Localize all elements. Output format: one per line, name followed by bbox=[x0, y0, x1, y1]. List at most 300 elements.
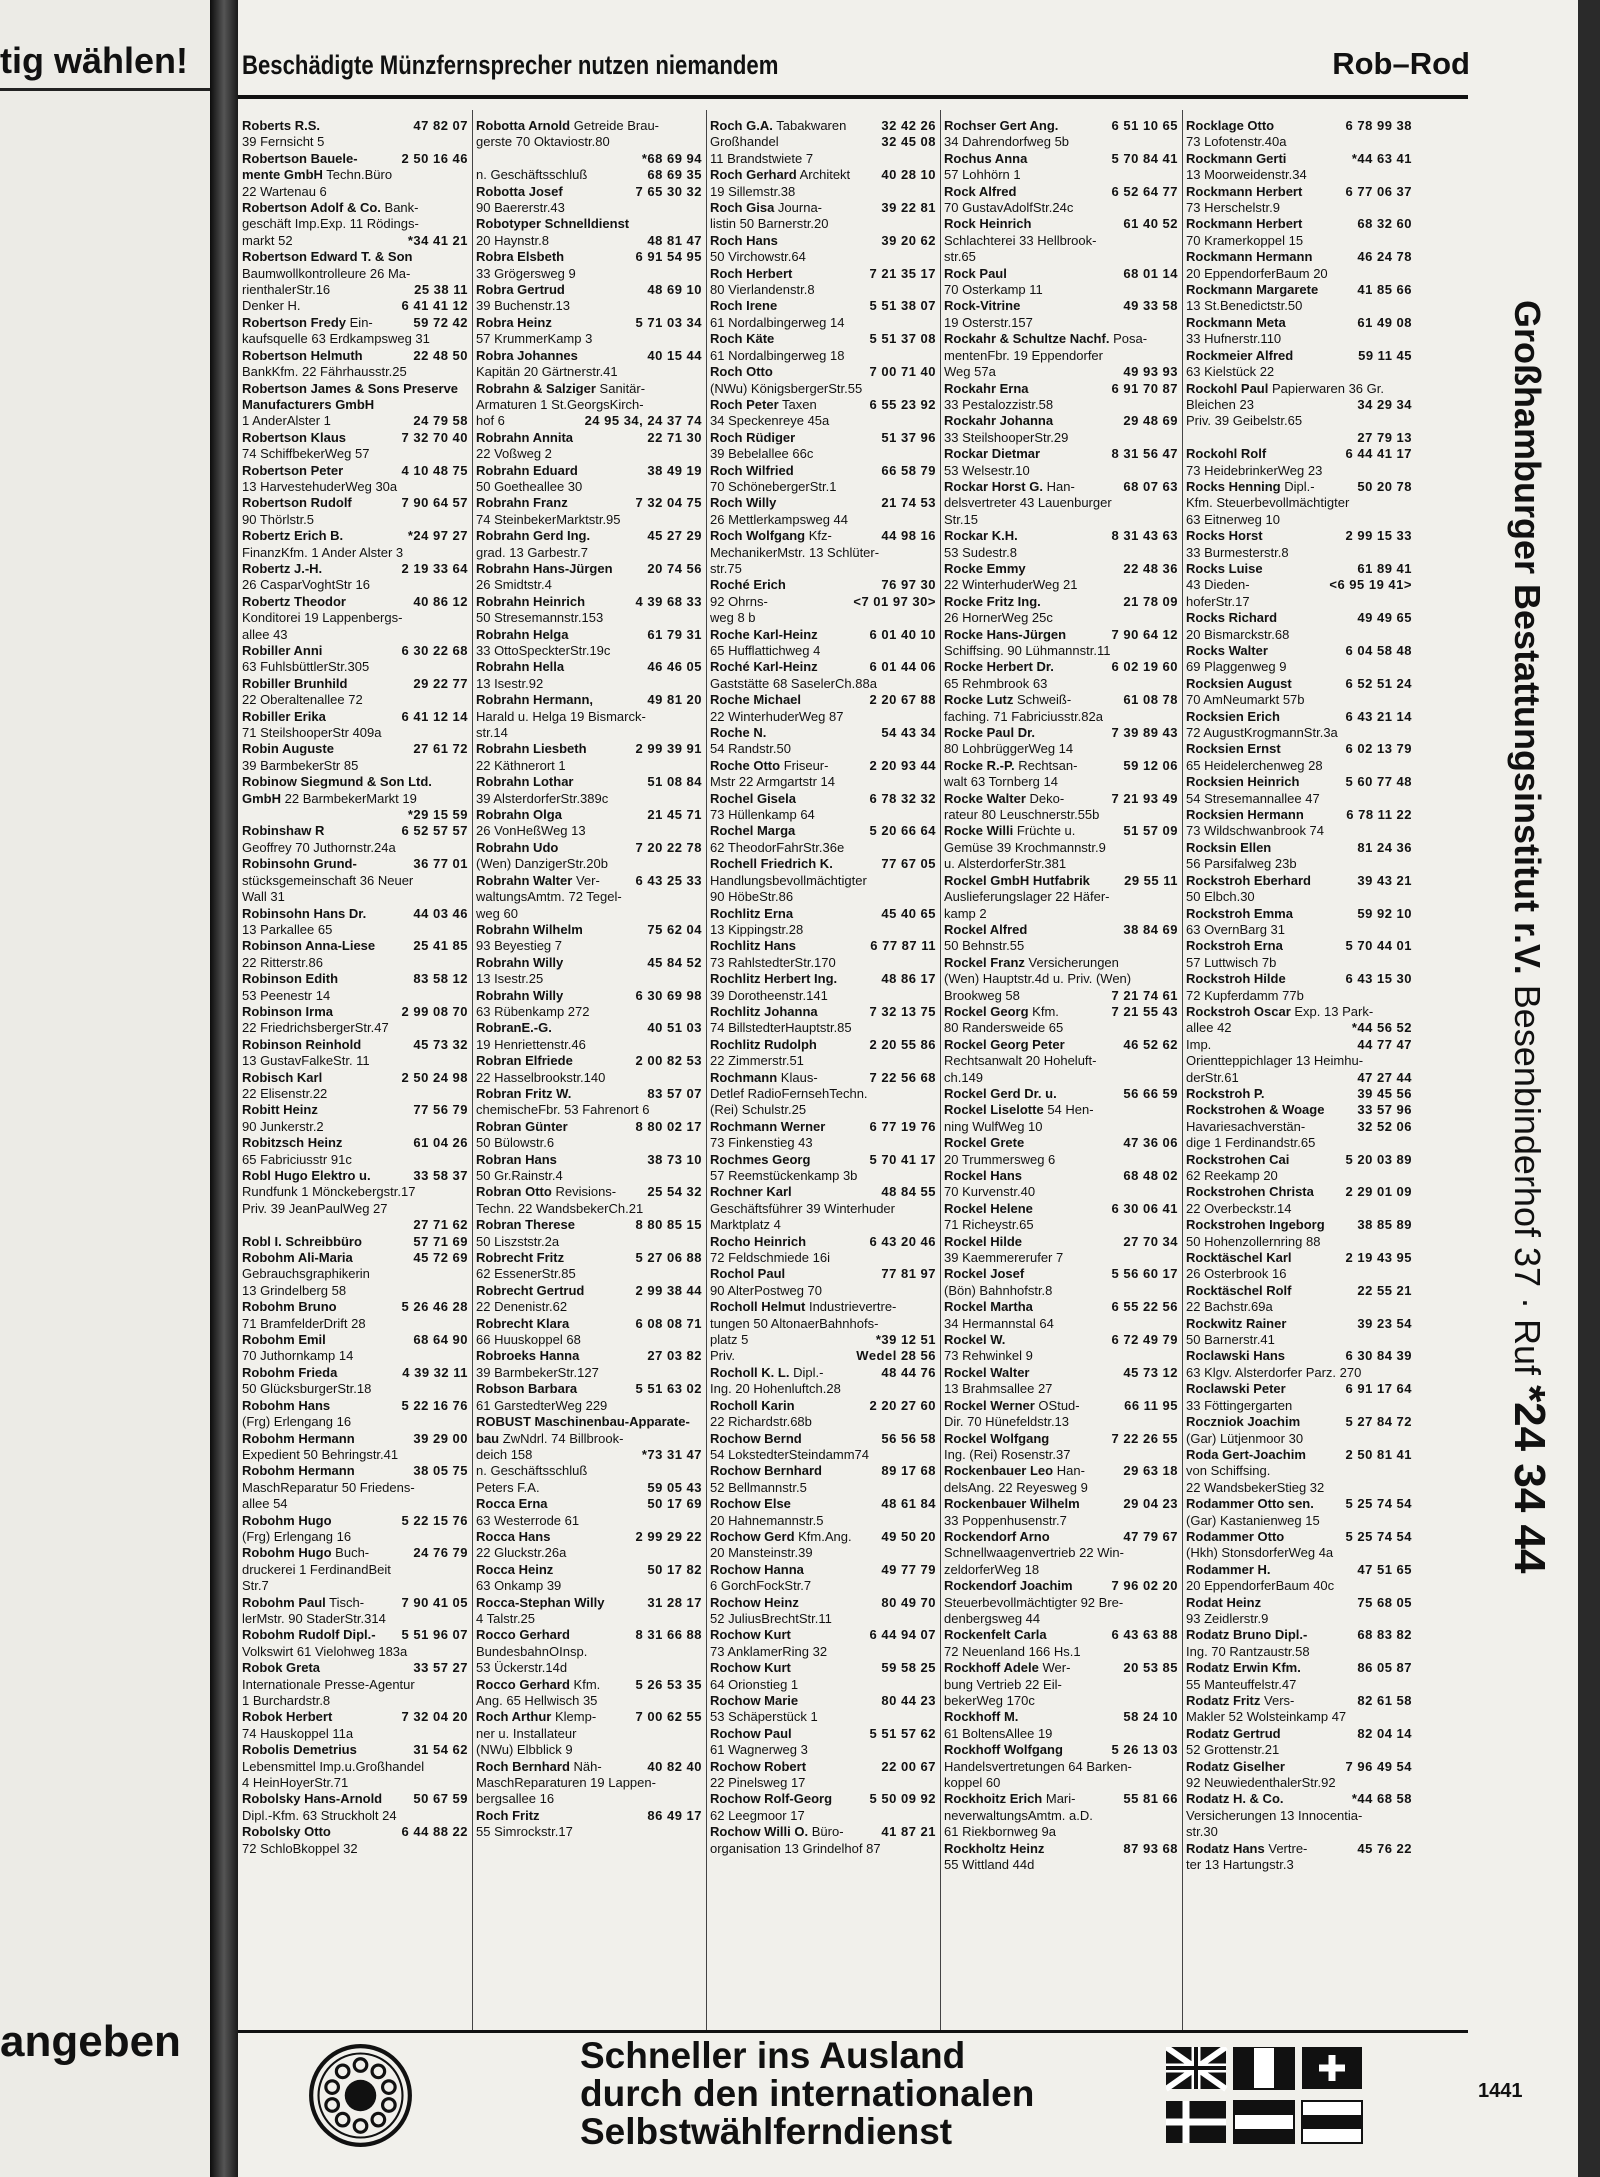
entry-phone: 45 73 32 bbox=[413, 1036, 468, 1052]
listing-entry bbox=[710, 1726, 936, 1742]
entry-text: Dipl.- bbox=[793, 1364, 824, 1380]
entry-text: 13 HarvestehuderWeg 30a bbox=[242, 478, 398, 494]
listing-entry bbox=[710, 988, 936, 1004]
entry-name: Robrahn Hans-Jürgen bbox=[476, 560, 613, 576]
entry-name: Roche N. bbox=[710, 725, 767, 741]
listing-entry bbox=[242, 922, 468, 938]
entry-phone: 6 51 10 65 bbox=[1111, 118, 1178, 133]
listing-entry bbox=[1186, 873, 1412, 889]
entry-phone: 81 24 36 bbox=[1357, 839, 1412, 855]
listing-entry bbox=[476, 397, 702, 413]
listing-entry bbox=[242, 659, 468, 675]
entry-phone: 2 99 15 33 bbox=[1345, 528, 1412, 544]
entry-name: Robl I. Schreibbüro bbox=[242, 1233, 362, 1249]
entry-text: Mstr 22 Armgartstr 14 bbox=[710, 774, 835, 790]
listing-entry bbox=[1186, 561, 1412, 577]
listing-entry bbox=[242, 1578, 468, 1594]
entry-name: Roche Otto bbox=[710, 757, 781, 773]
listing-entry bbox=[476, 791, 702, 807]
entry-phone: 59 12 06 bbox=[1123, 757, 1178, 773]
listing-entry bbox=[476, 282, 702, 298]
entry-name: Roclawski Hans bbox=[1186, 1348, 1285, 1364]
listing-entry bbox=[944, 430, 1178, 446]
entry-phone: 25 54 32 bbox=[647, 1184, 702, 1200]
entry-name: Robohm Paul bbox=[242, 1594, 326, 1610]
entry-phone: 6 91 70 87 bbox=[1111, 380, 1178, 396]
entry-name: Robra Heinz bbox=[476, 314, 552, 330]
listing-entry bbox=[1186, 1660, 1412, 1676]
listing-entry bbox=[242, 955, 468, 971]
listing-entry bbox=[1186, 1348, 1412, 1364]
entry-name: Rochlitz Johanna bbox=[710, 1003, 818, 1019]
listing-entry bbox=[1186, 1152, 1412, 1168]
entry-text: rateur 80 Leuschnerstr.55b bbox=[944, 807, 1100, 823]
listing-entry bbox=[242, 774, 468, 790]
listing-entry bbox=[1186, 1627, 1412, 1643]
listing-entry bbox=[710, 709, 936, 725]
entry-text: Tabakwaren bbox=[776, 118, 847, 133]
entry-phone: 22 71 30 bbox=[647, 429, 702, 445]
entry-text: Früchte u. bbox=[1016, 823, 1076, 839]
entry-text: 34 Speckenreye 45a bbox=[710, 413, 830, 429]
entry-name: Rockel Georg Peter bbox=[944, 1036, 1065, 1052]
listing-entry bbox=[710, 282, 936, 298]
entry-phone: 61 08 78 bbox=[1123, 692, 1178, 708]
listing-entry bbox=[476, 692, 702, 708]
entry-phone: 7 21 74 61 bbox=[1111, 987, 1178, 1003]
entry-name: Rocke Hans-Jürgen bbox=[944, 626, 1067, 642]
entry-name: Robrahn Olga bbox=[476, 807, 562, 823]
entry-name: Rocksien August bbox=[1186, 675, 1292, 691]
entry-phone: 59 05 43 bbox=[647, 1479, 702, 1495]
listing-entry bbox=[1186, 1266, 1412, 1282]
listing-entry bbox=[1186, 298, 1412, 314]
listing-entry bbox=[1186, 1644, 1412, 1660]
entry-name: Robohm Hermann bbox=[242, 1463, 355, 1479]
listing-entry bbox=[476, 1152, 702, 1168]
entry-phone: 61 49 08 bbox=[1357, 314, 1412, 330]
listing-entry bbox=[1186, 1562, 1412, 1578]
entry-phone: 48 61 84 bbox=[881, 1496, 936, 1512]
listing-entry bbox=[944, 938, 1178, 954]
entry-name: Roch Peter bbox=[710, 396, 779, 412]
entry-text: 73 Lofotenstr.40a bbox=[1186, 134, 1287, 150]
entry-phone: 89 17 68 bbox=[881, 1463, 936, 1479]
listing-entry bbox=[1186, 167, 1412, 183]
entry-phone: 32 42 26 bbox=[881, 118, 936, 133]
listing-entry bbox=[476, 1726, 702, 1742]
entry-text: deich 158 bbox=[476, 1446, 533, 1462]
entry-text: derStr.61 bbox=[1186, 1069, 1239, 1085]
entry-text: 65 Rehmbrook 63 bbox=[944, 675, 1048, 691]
listing-entry bbox=[710, 1677, 936, 1693]
listing-entry bbox=[1186, 758, 1412, 774]
entry-text: 22 Bachstr.69a bbox=[1186, 1299, 1273, 1315]
entry-name: Rocklage Otto bbox=[1186, 118, 1275, 133]
listing-entry bbox=[1186, 1677, 1412, 1693]
listing-entry bbox=[476, 364, 702, 380]
listing-entry bbox=[710, 1020, 936, 1036]
listing-entry bbox=[1186, 118, 1412, 134]
entry-name: Robertson Adolf & Co. bbox=[242, 200, 381, 216]
entry-text: 33 SteilshooperStr.29 bbox=[944, 429, 1069, 445]
listing-entry bbox=[1186, 1857, 1412, 1873]
entry-name: Rockstroh Erna bbox=[1186, 938, 1283, 954]
entry-text: neverwaltungsAmtm. a.D. bbox=[944, 1807, 1093, 1823]
entry-text: 20 Bismarckstr.68 bbox=[1186, 626, 1290, 642]
entry-text: 50 Gr.Rainstr.4 bbox=[476, 1168, 563, 1183]
listing-entry bbox=[710, 774, 936, 790]
listing-entry bbox=[944, 1677, 1178, 1693]
listing-entry bbox=[1186, 791, 1412, 807]
listing-entry bbox=[1186, 1693, 1412, 1709]
entry-text: 63 Eitnerweg 10 bbox=[1186, 511, 1280, 527]
entry-name: Robinson Reinhold bbox=[242, 1036, 362, 1052]
listing-entry bbox=[944, 741, 1178, 757]
entry-text: Kapitän 20 Gärtnerstr.41 bbox=[476, 364, 618, 380]
entry-name: Rochlitz Herbert Ing. bbox=[710, 971, 838, 987]
entry-name: Rocca Heinz bbox=[476, 1561, 554, 1577]
entry-name: Rocksin Ellen bbox=[1186, 839, 1272, 855]
entry-text: Imp. bbox=[1186, 1036, 1212, 1052]
entry-phone: 6 77 19 76 bbox=[869, 1118, 936, 1134]
entry-name: Manufacturers GmbH bbox=[242, 396, 375, 412]
entry-text: Großhandel bbox=[710, 134, 779, 150]
entry-name: Rodat Heinz bbox=[1186, 1594, 1262, 1610]
listing-entry bbox=[710, 577, 936, 593]
entry-phone: 2 19 33 64 bbox=[401, 560, 468, 576]
entry-text: 73 Hüllenkamp 64 bbox=[710, 807, 815, 823]
entry-phone: 6 04 58 48 bbox=[1345, 643, 1412, 658]
listing-entry bbox=[710, 381, 936, 397]
entry-phone: 47 51 65 bbox=[1357, 1561, 1412, 1577]
entry-name: Robran Fritz W. bbox=[476, 1085, 572, 1101]
listing-entry bbox=[242, 610, 468, 626]
entry-name: Robertson Peter bbox=[242, 462, 344, 478]
entry-name: Rockel Hans bbox=[944, 1168, 1023, 1183]
listing-entry bbox=[710, 758, 936, 774]
entry-name: Rockstroh Oscar bbox=[1186, 1003, 1291, 1019]
listing-entry bbox=[242, 184, 468, 200]
entry-phone: 6 78 99 38 bbox=[1345, 118, 1412, 133]
listing-entry bbox=[476, 1447, 702, 1463]
listing-entry bbox=[1186, 397, 1412, 413]
listing-entry bbox=[476, 1709, 702, 1725]
listing-entry bbox=[242, 495, 468, 511]
entry-phone: 7 39 89 43 bbox=[1111, 725, 1178, 741]
listing-entry bbox=[476, 348, 702, 364]
listing-entry bbox=[710, 1053, 936, 1069]
listing-entry bbox=[1186, 413, 1412, 429]
listing-entry bbox=[944, 1480, 1178, 1496]
entry-name: Robertz Erich B. bbox=[242, 528, 344, 544]
listing-entry bbox=[1186, 1431, 1412, 1447]
listing-entry bbox=[944, 971, 1178, 987]
entry-text: 50 Goetheallee 30 bbox=[476, 478, 583, 494]
entry-name: Robohm Emil bbox=[242, 1332, 326, 1348]
listing-entry bbox=[476, 528, 702, 544]
entry-text: 50 Elbch.30 bbox=[1186, 889, 1255, 905]
entry-name: Rockenfelt Carla bbox=[944, 1627, 1047, 1643]
entry-phone: 4 39 32 11 bbox=[402, 1364, 468, 1380]
listing-entry bbox=[944, 1119, 1178, 1135]
listing-entry bbox=[242, 249, 468, 265]
advertisement-banner bbox=[238, 2030, 1468, 2158]
entry-phone: 5 60 77 48 bbox=[1345, 774, 1412, 790]
entry-text: Getreide Brau- bbox=[573, 118, 660, 133]
entry-text: Armaturen 1 St.GeorgsKirch- bbox=[476, 396, 644, 412]
listing-entry bbox=[476, 298, 702, 314]
entry-text: 19 Osterstr.157 bbox=[944, 314, 1033, 330]
ad-line-1: Schneller ins Ausland bbox=[580, 2035, 966, 2076]
entry-name: Rochow Heinz bbox=[710, 1594, 799, 1610]
listing-entry bbox=[1186, 577, 1412, 593]
entry-name: Rocks Henning bbox=[1186, 478, 1281, 494]
listing-entry bbox=[242, 1037, 468, 1053]
entry-text: 33 Poppenhusenstr.7 bbox=[944, 1512, 1067, 1528]
entry-text: 1 Burchardstr.8 bbox=[242, 1693, 331, 1708]
listing-entry bbox=[242, 1020, 468, 1036]
sidebar-address: Besenbinderhof 37 · Ruf bbox=[1507, 984, 1548, 1376]
entry-text: 71 Richeystr.65 bbox=[944, 1217, 1034, 1233]
listing-entry bbox=[1186, 1513, 1412, 1529]
listing-entry bbox=[944, 282, 1178, 298]
listing-entry bbox=[476, 134, 702, 150]
entry-name: Rockar Dietmar bbox=[944, 446, 1041, 462]
entry-name: Robok Herbert bbox=[242, 1709, 333, 1725]
listing-entry bbox=[242, 1070, 468, 1086]
listing-entry bbox=[1186, 1119, 1412, 1135]
entry-text: 71 SteilshooperStr 409a bbox=[242, 725, 382, 741]
entry-text: 73 RahlstedterStr.170 bbox=[710, 954, 836, 970]
entry-name: Rockstroh Eberhard bbox=[1186, 872, 1311, 888]
entry-text: 20 Mansteinstr.39 bbox=[710, 1545, 813, 1561]
entry-phone: 22 48 36 bbox=[1123, 560, 1178, 576]
entry-phone: 5 51 57 62 bbox=[869, 1725, 936, 1741]
listing-entry bbox=[476, 659, 702, 675]
entry-text: 39 Dorotheenstr.141 bbox=[710, 987, 828, 1003]
entry-name: Rockstroh P. bbox=[1186, 1085, 1265, 1101]
entry-name: Rockenbauer Wilhelm bbox=[944, 1496, 1080, 1512]
entry-phone: 38 84 69 bbox=[1123, 921, 1178, 937]
listing-entry bbox=[1186, 1496, 1412, 1512]
entry-phone: 51 08 84 bbox=[647, 774, 702, 790]
listing-entry bbox=[476, 479, 702, 495]
entry-phone: 32 52 06 bbox=[1357, 1118, 1412, 1134]
entry-phone: 45 27 29 bbox=[647, 528, 702, 544]
entry-phone: 47 36 06 bbox=[1123, 1135, 1178, 1151]
listing-entry bbox=[1186, 1086, 1412, 1102]
entry-text: 90 Baererstr.43 bbox=[476, 200, 565, 216]
entry-text: str.30 bbox=[1186, 1824, 1218, 1840]
entry-phone: 27 61 72 bbox=[413, 741, 468, 757]
listing-entry bbox=[710, 856, 936, 872]
listing-entry bbox=[710, 1266, 936, 1282]
entry-phone: 5 26 53 35 bbox=[635, 1676, 702, 1692]
listing-entry bbox=[710, 1480, 936, 1496]
listing-entry bbox=[944, 1824, 1178, 1840]
entry-text: 13 Parkallee 65 bbox=[242, 921, 333, 937]
entry-text: Tisch- bbox=[329, 1594, 365, 1610]
entry-phone: 59 92 10 bbox=[1357, 905, 1412, 921]
entry-text: Techn.Büro bbox=[326, 167, 393, 183]
entry-name: Roch Käte bbox=[710, 331, 775, 347]
left-page-edge bbox=[0, 0, 210, 2177]
listing-entry bbox=[242, 971, 468, 987]
listing-entry bbox=[710, 1168, 936, 1184]
listing-entry bbox=[1186, 1135, 1412, 1151]
entry-phone: 39 23 54 bbox=[1357, 1315, 1412, 1331]
entry-text: 73 Wildschwanbrook 74 bbox=[1186, 823, 1325, 839]
entry-phone: 8 31 56 47 bbox=[1111, 446, 1178, 462]
entry-text: (Gar) Kastanienweg 15 bbox=[1186, 1512, 1320, 1528]
entry-name: Rocke Herbert Dr. bbox=[944, 659, 1054, 675]
entry-name: Robolsky Otto bbox=[242, 1824, 331, 1840]
entry-name: Rocke R.-P. bbox=[944, 757, 1015, 773]
listing-entry bbox=[1186, 479, 1412, 495]
entry-text: kamp 2 bbox=[944, 905, 987, 921]
listing-entry bbox=[476, 856, 702, 872]
listing-entry bbox=[944, 1808, 1178, 1824]
listing-entry bbox=[710, 1611, 936, 1627]
listing-entry bbox=[242, 1135, 468, 1151]
listing-entry bbox=[1186, 1184, 1412, 1200]
entry-name: Robertson Fredy bbox=[242, 314, 347, 330]
entry-text: 33 Hufnerstr.110 bbox=[1186, 331, 1282, 347]
listing-entry bbox=[944, 315, 1178, 331]
entry-name: Rochow Marie bbox=[710, 1693, 799, 1708]
entry-text: Rechtsan- bbox=[1018, 757, 1078, 773]
entry-text: kaufsquelle 63 Erdkampsweg 31 bbox=[242, 331, 430, 347]
entry-name: Rockahr Johanna bbox=[944, 413, 1054, 429]
entry-text: 73 Rehwinkel 9 bbox=[944, 1348, 1033, 1364]
entry-phone: 24 76 79 bbox=[413, 1545, 468, 1561]
entry-text: Handlungsbevollmächtigter bbox=[710, 872, 867, 888]
listing-entry bbox=[242, 1316, 468, 1332]
listing-entry bbox=[476, 1299, 702, 1315]
listing-entry bbox=[476, 1119, 702, 1135]
entry-phone: 2 29 01 09 bbox=[1345, 1184, 1412, 1200]
entry-name: Robrahn Willy bbox=[476, 954, 564, 970]
entry-name: Rochow Paul bbox=[710, 1725, 792, 1741]
listing-entry bbox=[1186, 1053, 1412, 1069]
listing-entry bbox=[476, 938, 702, 954]
entry-text: 90 HöbeStr.86 bbox=[710, 889, 794, 905]
listing-entry bbox=[944, 1168, 1178, 1184]
entry-text: Buch- bbox=[335, 1545, 370, 1561]
listing-entry bbox=[944, 1381, 1178, 1397]
listing-entry bbox=[476, 1644, 702, 1660]
listing-entry bbox=[1186, 1004, 1412, 1020]
listing-entry bbox=[242, 1513, 468, 1529]
listing-entry bbox=[1186, 823, 1412, 839]
listing-entry bbox=[242, 1726, 468, 1742]
entry-phone: 49 50 20 bbox=[881, 1528, 936, 1544]
entry-text: 22 Pinelsweg 17 bbox=[710, 1775, 806, 1791]
listing-entry bbox=[242, 1693, 468, 1709]
listing-entry bbox=[242, 577, 468, 593]
entry-name: Roda Gert-Joachim bbox=[1186, 1446, 1306, 1462]
entry-phone: 6 01 40 10 bbox=[869, 626, 936, 642]
entry-text: FinanzKfm. 1 Ander Alster 3 bbox=[242, 544, 404, 560]
listing-entry bbox=[476, 151, 702, 167]
column-divider bbox=[472, 110, 473, 2030]
listing-entry bbox=[944, 1414, 1178, 1430]
entry-text: ter 13 Hartungstr.3 bbox=[1186, 1857, 1294, 1873]
listing-entry bbox=[1186, 856, 1412, 872]
listing-entry bbox=[476, 1020, 702, 1036]
listing-entry bbox=[476, 1791, 702, 1807]
listing-entry bbox=[1186, 1841, 1412, 1857]
listing-entry bbox=[710, 1332, 936, 1348]
entry-text: MechanikerMstr. 13 Schlüter- bbox=[710, 544, 880, 560]
entry-text: Revisions- bbox=[555, 1184, 617, 1200]
listing-entry bbox=[710, 741, 936, 757]
entry-name: Robohm Hugo bbox=[242, 1512, 332, 1528]
listing-entry bbox=[710, 364, 936, 380]
entry-phone: 49 33 58 bbox=[1123, 298, 1178, 314]
listing-entry bbox=[710, 1234, 936, 1250]
listing-entry bbox=[476, 512, 702, 528]
listing-entry bbox=[242, 134, 468, 150]
listing-entry bbox=[944, 167, 1178, 183]
listing-entry bbox=[476, 1759, 702, 1775]
entry-phone: 21 74 53 bbox=[881, 495, 936, 511]
listing-entry bbox=[944, 1627, 1178, 1643]
listing-entry bbox=[476, 594, 702, 610]
entry-text: Priv. bbox=[710, 1348, 736, 1364]
listing-entry bbox=[242, 1496, 468, 1512]
entry-name: Robitt Heinz bbox=[242, 1102, 318, 1118]
listing-entry bbox=[944, 1595, 1178, 1611]
listing-column bbox=[1186, 118, 1412, 1873]
entry-name: Rodammer Otto bbox=[1186, 1528, 1285, 1544]
entry-name: Rochel Gisela bbox=[710, 790, 796, 806]
entry-name: Rockhoff M. bbox=[944, 1709, 1019, 1725]
entry-name: Roch Willy bbox=[710, 495, 777, 511]
listing-entry bbox=[1186, 266, 1412, 282]
entry-name: Rodatz Gertrud bbox=[1186, 1725, 1281, 1741]
listing-entry bbox=[476, 1283, 702, 1299]
listing-entry bbox=[1186, 1365, 1412, 1381]
entry-text: 53 Schäperstück 1 bbox=[710, 1709, 818, 1725]
entry-phone: 5 56 60 17 bbox=[1111, 1266, 1178, 1282]
listing-entry bbox=[1186, 627, 1412, 643]
listing-entry bbox=[242, 118, 468, 134]
entry-text: Versicherungen 13 Innocentia- bbox=[1186, 1807, 1363, 1823]
entry-phone: 21 45 71 bbox=[647, 807, 702, 823]
ad-line-2: durch den internationalen bbox=[580, 2073, 1035, 2114]
listing-entry bbox=[242, 741, 468, 757]
entry-name: Rockmeier Alfred bbox=[1186, 347, 1294, 363]
left-page-header: tig wählen! bbox=[0, 40, 188, 81]
listing-entry bbox=[710, 1644, 936, 1660]
listing-entry bbox=[1186, 1381, 1412, 1397]
listing-entry bbox=[944, 561, 1178, 577]
listing-entry bbox=[242, 216, 468, 232]
entry-text: Geoffrey 70 Juthornstr.24a bbox=[242, 839, 396, 855]
entry-phone: 6 30 69 98 bbox=[635, 987, 702, 1003]
entry-name: Rocke Willi bbox=[944, 823, 1014, 839]
entry-name: Rockhoitz Erich bbox=[944, 1791, 1043, 1807]
entry-phone: 6 78 11 22 bbox=[1346, 807, 1412, 823]
entry-text: 61 BoltensAllee 19 bbox=[944, 1725, 1053, 1741]
listing-entry bbox=[242, 1660, 468, 1676]
entry-phone: 2 20 27 60 bbox=[869, 1397, 936, 1413]
entry-phone: 47 82 07 bbox=[413, 118, 468, 133]
entry-name: Roch Rüdiger bbox=[710, 429, 796, 445]
entry-phone: 49 81 20 bbox=[647, 692, 702, 708]
